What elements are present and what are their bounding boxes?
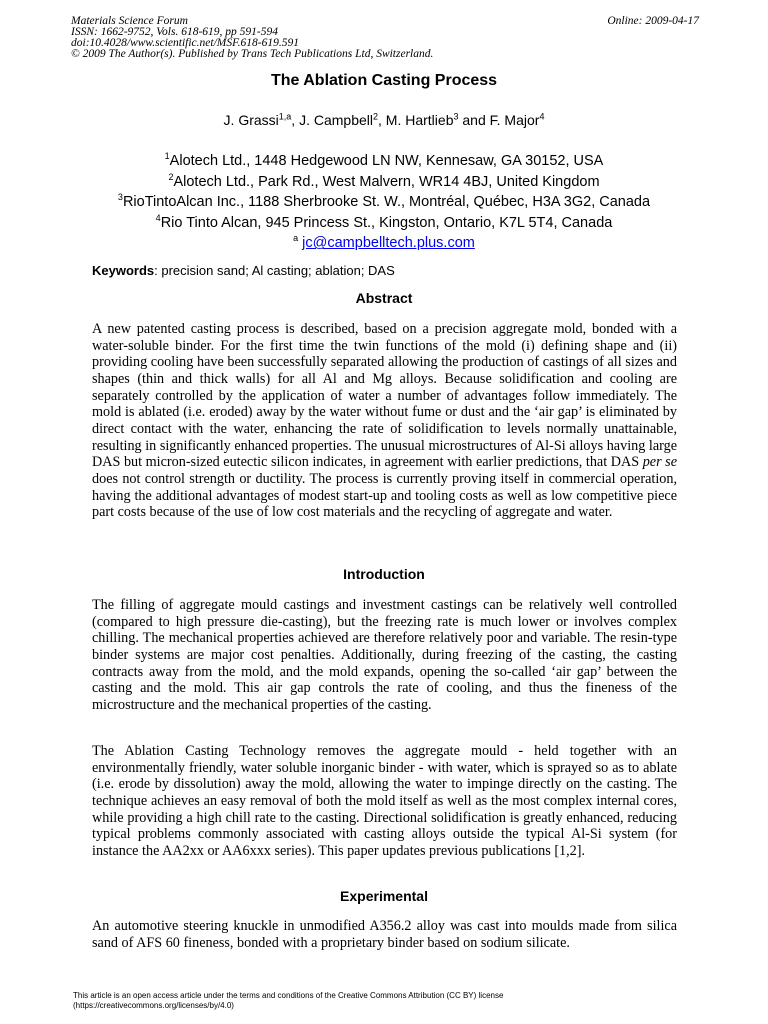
introduction-paragraph: The filling of aggregate mould castings and investment castings can be relatively well controlled (compared to high pressure die-casting), but the freezing rate is much lower or involves complex chilling. The mechanical properties achieved are therefore relatively poor and variable. The resin-type binder systems are major cost penalties. Additionally, during freezing of the casting, the casting contracts away from the mold, and the mold expands, opening the so-called ‘air gap’ between the casting and the mold. This air gap controls the rate of cooling, and thus the fineness of the microstructure and the mechanical properties of the casting. (92, 597, 677, 713)
affiliation-mark: 3 (117, 192, 123, 203)
journal-name: Materials Science Forum (71, 15, 188, 27)
affiliation-text: Alotech Ltd., Park Rd., West Malvern, WR14 4BJ, United Kingdom (173, 173, 600, 190)
experimental-paragraph: An automotive steering knuckle in unmodified A356.2 alloy was cast into moulds made from silica sand of AFS 60 fineness, bonded with a proprietary binder based on sodium silicate. (92, 918, 677, 951)
abstract-paragraph (92, 321, 677, 521)
author-affiliation-mark: 4 (539, 111, 545, 122)
journal-doi: doi:10.4028/www.scientific.net/MSF.618-619.591 (71, 37, 299, 49)
email-line (0, 233, 768, 254)
journal-header (71, 16, 699, 60)
author-name: J. Grassi (223, 112, 279, 128)
author-affiliation-mark: 3 (453, 111, 459, 122)
affiliation-line (0, 213, 768, 234)
affiliation-text: RioTintoAlcan Inc., 1188 Sherbrooke St. W., Montréal, Québec, H3A 3G2, Canada (122, 194, 651, 211)
affiliation-text: Alotech Ltd., 1448 Hedgewood LN NW, Kennesaw, GA 30152, USA (169, 153, 604, 169)
keywords-text: : precision sand; Al casting; ablation; DAS (154, 263, 395, 278)
introduction-paragraph: The Ablation Casting Technology removes the aggregate mould - held together with an environmentally friendly, water soluble inorganic binder - with water, which is sprayed so as to ablate (i.e. erode by dissolution) away the mold, allowing the water to impinge directly on the casting. The technique achieves an easy removal of both the mold itself as well as the most complex internal cores, while providing a high chill rate to the casting. Directional solidification is greatly enhanced, reducing typical problems commonly associated with casting alloys outside the typical Al-Si system (for instance the AA2xx or AA6xxx series). This paper updates previous publications [1,2]. (92, 743, 677, 859)
affiliation-mark: 4 (155, 212, 161, 223)
abstract-text: does not control strength or ductility. The process is currently proving itself in commercial operation, having the additional advantages of modest start-up and tooling costs as well as low competitive piece part costs because of the use of low cost materials and the recycling of aggregate and water. (92, 470, 677, 521)
journal-issn: ISSN: 1662-9752, Vols. 618-619, pp 591-594 (71, 26, 278, 38)
author-name: M. Hartlieb (385, 112, 454, 128)
abstract-text: A new patented casting process is described, based on a precision aggregate mold, bonded with a water-soluble binder. For the first time the twin functions of the mold (i) defining shape and (ii) providing cooling have been successfully separated allowing the production of castings of all sizes and shapes (thin and thick walls) for all Al and Mg alloys. Because solidification and cooling are separately controlled by the application of water a number of advantages follow immediately. The mold is ablated (i.e. eroded) away by the water without fume or dust and the ‘air gap’ is eliminated by direct contact with the water, enhancing the rate of solidification to levels normally unattainable, resulting in significantly enhanced properties. The unusual microstructures of Al-Si alloys having large DAS but micron-sized eutectic silicon indicates, in agreement with earlier predictions, that DAS (92, 321, 677, 471)
affiliation-mark: 2 (168, 171, 174, 182)
introduction-heading: Introduction (343, 566, 425, 582)
author-separator: , (291, 112, 300, 128)
author-separator: and (458, 112, 490, 128)
affiliation-line (0, 151, 768, 172)
author-affiliation-mark: 1,a (278, 111, 292, 122)
affiliation-line (0, 192, 768, 213)
author-name: F. Major (489, 112, 540, 128)
affiliation-mark: 1 (164, 151, 170, 162)
keywords-line (92, 263, 395, 278)
author-name: J. Campbell (299, 112, 373, 128)
license-text: This article is an open access article under the terms and conditions of the Creative Commons Attribution (CC BY) license (73, 991, 504, 1000)
license-footer (73, 991, 503, 1010)
keywords-label: Keywords (92, 263, 155, 278)
abstract-italic: per se (642, 454, 677, 471)
affiliation-list (0, 151, 768, 254)
experimental-heading: Experimental (340, 888, 428, 904)
author-list (0, 112, 768, 128)
email-mark: a (293, 233, 299, 244)
email-link[interactable]: jc@campbelltech.plus.com (302, 235, 475, 252)
journal-copyright: © 2009 The Author(s). Published by Trans Tech Publications Ltd, Switzerland. (71, 48, 434, 60)
affiliation-text: Rio Tinto Alcan, 945 Princess St., Kingston, Ontario, K7L 5T4, Canada (160, 214, 613, 231)
affiliation-line (0, 172, 768, 193)
author-separator: , (378, 112, 386, 128)
abstract-heading: Abstract (355, 290, 413, 306)
online-date: Online: 2009-04-17 (607, 15, 699, 27)
paper-title: The Ablation Casting Process (270, 72, 498, 89)
author-affiliation-mark: 2 (373, 111, 379, 122)
license-url[interactable]: (https://creativecommons.org/licenses/by/4.0) (73, 1000, 234, 1010)
